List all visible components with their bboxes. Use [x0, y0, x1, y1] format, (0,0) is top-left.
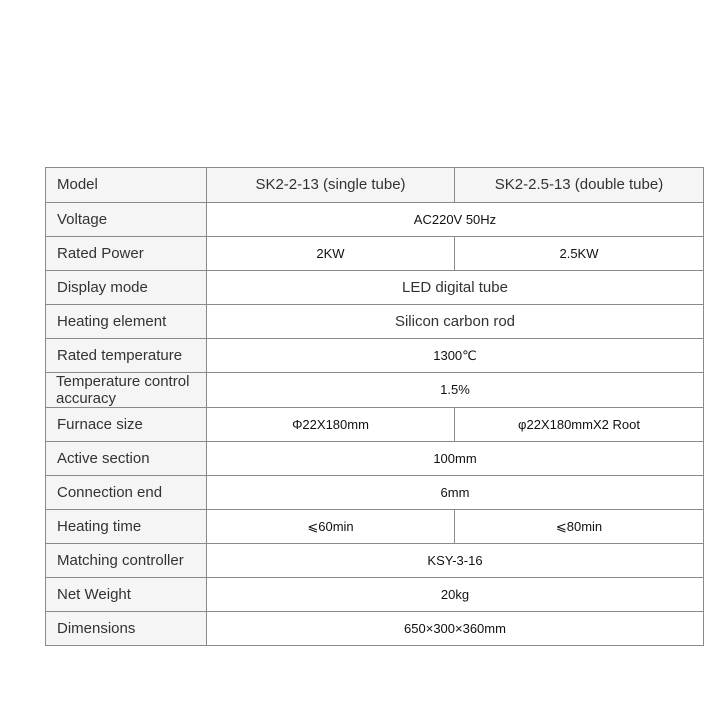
- table-row-furnace-size: [46, 408, 704, 442]
- header-label-model: Model: [46, 168, 207, 203]
- row-label: Furnace size: [46, 408, 207, 442]
- row-label: Display mode: [46, 271, 207, 305]
- header-model-single: SK2-2-13 (single tube): [207, 168, 455, 203]
- row-label: Rated Power: [46, 237, 207, 271]
- row-value: Silicon carbon rod: [207, 305, 704, 339]
- row-value: 1300℃: [207, 339, 704, 373]
- row-label: Rated temperature: [46, 339, 207, 373]
- row-value: 6mm: [207, 476, 704, 510]
- row-value: 20kg: [207, 578, 704, 612]
- row-value-double: 2.5KW: [455, 237, 704, 271]
- row-value: 100mm: [207, 442, 704, 476]
- row-label: Temperature control accuracy: [46, 373, 207, 408]
- row-value: 1.5%: [207, 373, 704, 408]
- row-value-double: ⩽80min: [455, 510, 704, 544]
- table-header-row: [46, 168, 704, 203]
- table-row-connection-end: [46, 476, 704, 510]
- row-label: Voltage: [46, 203, 207, 237]
- header-model-double: SK2-2.5-13 (double tube): [455, 168, 704, 203]
- row-value: 650×300×360mm: [207, 612, 704, 646]
- row-label: Matching controller: [46, 544, 207, 578]
- table-row-temperature-control-accuracy: [46, 373, 704, 408]
- table-row-rated-temperature: [46, 339, 704, 373]
- spec-table: [45, 167, 704, 646]
- table-row-active-section: [46, 442, 704, 476]
- table-row-rated-power: [46, 237, 704, 271]
- row-label: Net Weight: [46, 578, 207, 612]
- row-label: Heating time: [46, 510, 207, 544]
- row-value-single: Φ22X180mm: [207, 408, 455, 442]
- table-row-heating-time: [46, 510, 704, 544]
- table-row-dimensions: [46, 612, 704, 646]
- row-label: Active section: [46, 442, 207, 476]
- table-row-net-weight: [46, 578, 704, 612]
- row-value: KSY-3-16: [207, 544, 704, 578]
- row-value: LED digital tube: [207, 271, 704, 305]
- row-value: AC220V 50Hz: [207, 203, 704, 237]
- row-value-double: φ22X180mmX2 Root: [455, 408, 704, 442]
- table-row-matching-controller: [46, 544, 704, 578]
- table-row-display-mode: [46, 271, 704, 305]
- row-label: Connection end: [46, 476, 207, 510]
- table-row-voltage: [46, 203, 704, 237]
- row-label: Heating element: [46, 305, 207, 339]
- table-row-heating-element: [46, 305, 704, 339]
- row-value-single: 2KW: [207, 237, 455, 271]
- row-value-single: ⩽60min: [207, 510, 455, 544]
- row-label: Dimensions: [46, 612, 207, 646]
